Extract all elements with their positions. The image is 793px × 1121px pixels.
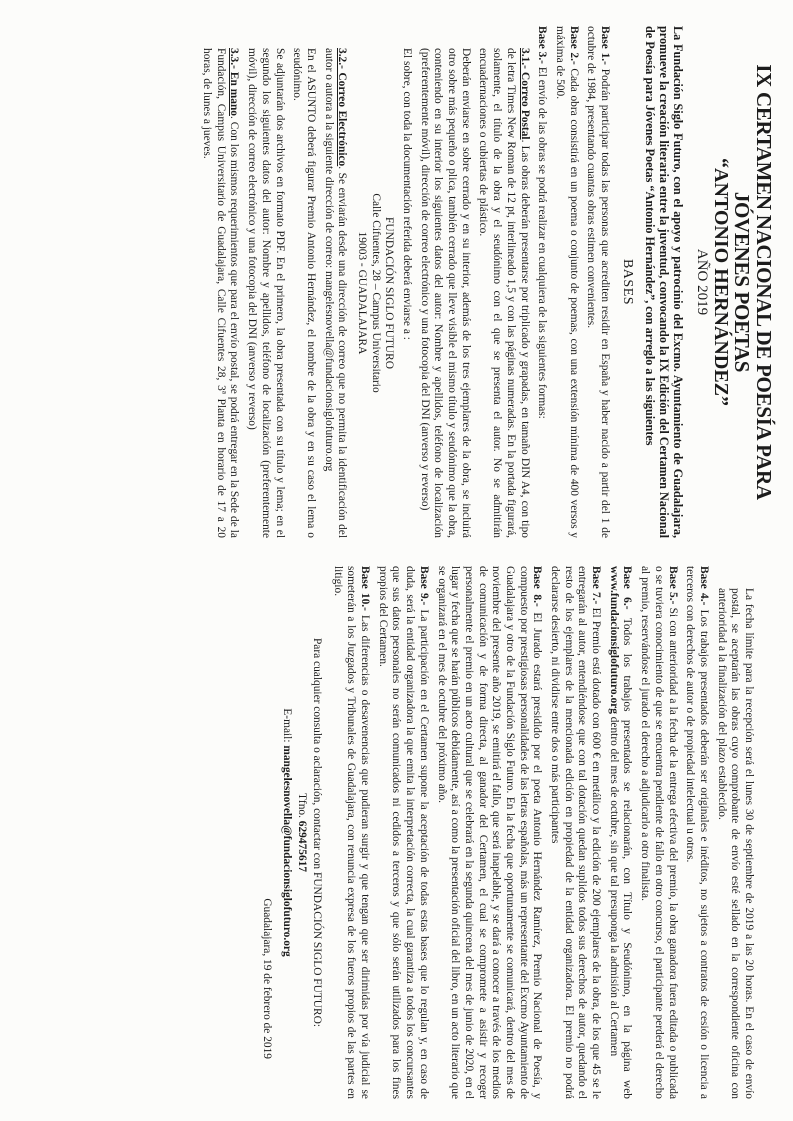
section-3-2-paragraph-3: Se adjuntarán dos archivos en formato PDF. En el primero, la obra presentada con su título y lema; en el segundo los siguientes datos del autor: Nombre y apellidos, teléfono de localización (preferentemente móvil), dirección de correo electrónico y una fotocopia del DNI (anverso y reverso) — [246, 48, 286, 538]
contact-text: Para cualquier consulta o aclaración, contactar con FUNDACIÓN SIGLO FUTURO: — [311, 637, 324, 1028]
base-1-text: Podrán participar todas las personas que acrediten residir en España y haber nacido a partir del 1 de octubre de 1984, presentando cuantas obras estimen convenientes. — [585, 26, 611, 538]
contact-block — [279, 566, 324, 1099]
email-line — [279, 566, 293, 1099]
section-3-1-text: . Las obras deberán presentarse por triplicado y grapadas, en tamaño DIN A4, con tipo de letra Times New Roman de 12 pt, interlineado 1,5 y con las páginas numeradas. En la portada figurará, solamente, el título de la obra y el seudónimo con el que se presenta el autor. No se admitirán encuadernaciones o cubiertas de plástico. — [477, 48, 531, 538]
bases-heading: BASES — [619, 258, 635, 306]
base-7-label: Base 7.- — [590, 566, 603, 605]
base-7-text: El Premio está dotado con 600 € en metálico y la edición de 200 ejemplares de la obra, de los que 45 se le entregarán al autor, entendiéndose que con tal dotación quedan suplidos todos sus derechos de autor, quedando el resto de los ejemplares de la mencionada edición en propiedad de la entidad organizadora. El premio no podrá declararse desierto, ni dividirse entre dos o más participantes — [549, 566, 603, 1100]
base-8 — [434, 566, 544, 1099]
base-1 — [584, 26, 611, 538]
base-10-label: Base 10.- — [359, 566, 372, 611]
award-year: AÑO 2019 — [693, 248, 710, 316]
base-2-text: Cada obra consistirá en un poema o conjunto de poemas, con una extensión mínima de 400 versos y máxima de 500. — [553, 26, 580, 539]
section-3-2-label: 3.2.- Correo Electrónico — [336, 48, 349, 167]
section-3-3 — [199, 26, 240, 538]
section-3-2-text: . Se enviarán desde una dirección de correo que no permita la identificación del autor o autora a la siguiente dirección de correo: mangelesnovella@fundacionsiglofuturo.org — [322, 48, 349, 538]
base-10 — [330, 566, 371, 1099]
base-3-text: El envío de las obras se podrá realizar en cualquiera de las siguientes formas: — [536, 63, 549, 419]
email-link[interactable]: mangelesnovella@fundacionsiglofuturo.org — [280, 745, 293, 957]
base-9 — [375, 566, 430, 1099]
section-3-1-paragraph-2: Deberán enviarse en sobre cerrado y en su interior, además de los tres ejemplares de la obra, se incluirá otro sobre más pequeño o plica, también cerrado que lleve visible el mismo título y seudónimo que la obra, conteniendo en su interior los siguientes datos del autor: Nombre y apellidos, teléfono de localización (preferentemente móvil), dirección de correo electrónico y una fotocopia del DNI (anverso y reverso) — [418, 48, 472, 538]
base-6-text-b: dentro del mes de octubre, sin que tal presuponga la admisión al Certamen — [607, 713, 620, 1057]
section-3-3-paragraph — [199, 48, 240, 538]
base-5-label: Base 5.- — [666, 566, 679, 605]
section-3-1-paragraph-3: El sobre, con toda la documentación referida deberá enviarse a : — [401, 48, 414, 340]
base-5 — [638, 566, 679, 1099]
phone-label: Tfno. — [295, 792, 308, 821]
section-3-3-label: 3.3.- En mano — [228, 48, 241, 116]
base-5-text: Si con anterioridad a la fecha de la entrega efectiva del premio, la obra ganadora fuera editada o publicada o se tuviera conocimiento de que se encuentra pendiente de fallo en otro concurso, el participante perderá el derecho al premio, reservándose el jurado el derecho a adjudicarlo a otro finalista. — [639, 566, 679, 1099]
base-2-label: Base 2.- — [567, 26, 580, 65]
base-9-label: Base 9.- — [417, 566, 430, 606]
website-link[interactable]: www.fundacionsiglofuturo.org — [607, 566, 620, 714]
base-9-text: La participación en el Certamen supone la aceptación de todas estas bases que lo regulan y, en caso de duda, será la entidad organizadora la que emita la interpretación correcta, la cual garantiza a todos los concursantes que sus datos personales no serán comunicados ni cedidos a terceros y que sólo serán utilizados para los fines propios del Certamen. — [376, 566, 430, 1100]
mailing-address — [354, 48, 395, 538]
section-3-1-paragraph — [476, 48, 531, 538]
base-3 — [535, 26, 549, 538]
base-3-label: Base 3.- — [536, 26, 549, 64]
base-8-text: El Jurado estará presidido por el poeta Antonio Hernández Ramírez, Premio Nacional de Poesía, y compuesto por prestigiosas personalidades de las letras españolas, más un representante del Excmo Ayuntamiento de Guadalajara y otro de la Fundación Siglo Futuro. En la fecha que oportunamente se comunicará, dentro del mes de noviembre del presente año 2019, se emitirá el fallo, que será inapelable, y se dará a conocer a través de los medios de comunicación y de forma directa, al ganador del Certamen, el cual se compromete a asistir y recoger personalmente el premio en un acto cultural que se celebrará en la segunda quincena del mes de junio de 2020, en el lugar y fecha que se harán públicos debidamente, así a como la presentación oficial del libro, en un acto literario que se organizará en el mes de octubre del próximo año. — [435, 566, 544, 1099]
document-title: IX CERTAMEN NACIONAL DE POESÍA PARA JÓVENES POETAS — [729, 64, 776, 500]
base-2 — [552, 26, 579, 538]
award-name: “ANTONIO HERNÁNDEZ” — [709, 158, 732, 406]
address-line-2: Calle Cifuentes, 28 – Campus Universitario — [369, 193, 382, 393]
left-column — [0, 0, 793, 548]
base-6 — [606, 566, 633, 1099]
section-3-1-label: 3.1.- Correo Postal — [518, 48, 531, 140]
base-1-label: Base 1.- — [598, 26, 611, 65]
email-label: E-mail: — [280, 708, 293, 746]
document-date: Guadalajara, 19 de febrero de 2019 — [261, 898, 274, 1059]
phone-number[interactable]: 629475617 — [295, 820, 308, 873]
intro-paragraph: La Fundación Siglo Futuro, con el apoyo y patrocinio del Excmo. Ayuntamiento de Guadalajara, promueve la creación literaria entre la juventud, convocando la IX Edición del Certamen Nacional de Poesía para Jóvenes Poetas “Antonio Hernández”, con arreglo a las siguientes — [643, 26, 686, 538]
base-6-text-a: Todos los trabajos presentados se relacionarán, con Título y Seudónimo, en la página web — [621, 609, 634, 1099]
base-7 — [547, 566, 602, 1099]
section-3-2-paragraph-2: En el ASUNTO deberá figurar Premio Antonio Hernández, el nombre de la obra y en su caso el lema o seudónimo. — [291, 48, 317, 538]
section-3-3-text: . Con los mismos requerimientos que para el envío postal, se podrá entregar en la Sede de la Fundación, Campus Universitario de Guadalajara, Calle Cifuentes 28, 3ª Planta en horario de 17 a 20 horas, de lunes a jueves. — [201, 48, 241, 538]
section-3-1 — [354, 26, 530, 538]
phone-line — [295, 566, 309, 1099]
base-6-label: Base 6.- — [621, 566, 634, 610]
base-8-label: Base 8.- — [531, 566, 544, 607]
section-3-2-paragraph — [321, 48, 348, 538]
base-4-text: Los trabajos presentados deberán ser originales e inéditos, no sujetos a contratos de cesión o licencia a terceros con derechos de autor o de propiedad intelectual u otros. — [684, 566, 710, 1099]
base-4-label: Base 4.- — [697, 566, 710, 606]
section-3-2 — [244, 26, 348, 538]
address-line-1: FUNDACIÓN SIGLO FUTURO — [383, 217, 396, 369]
address-line-3: 19003 - GUADALAJARA — [355, 231, 368, 355]
deadline-paragraph: La fecha límite para la recepción será el lunes 30 de septiembre de 2019 a las 20 horas. En el caso de envío postal, se aceptarán las obras cuyo comprobante de envío esté sellado en la correspondiente oficina con anterioridad a la finalización del plazo establecido. — [715, 588, 755, 1099]
base-10-text: Las diferencias o desavenencias que pudieran surgir y que tengan que ser dirimidas por vía judicial se someterán a los Juzgados y Tribunales de Guadalajara, con renuncia expresa de los fueros propios de las partes en litigio. — [331, 566, 372, 1099]
base-4 — [683, 566, 710, 1099]
right-column — [0, 560, 793, 1121]
